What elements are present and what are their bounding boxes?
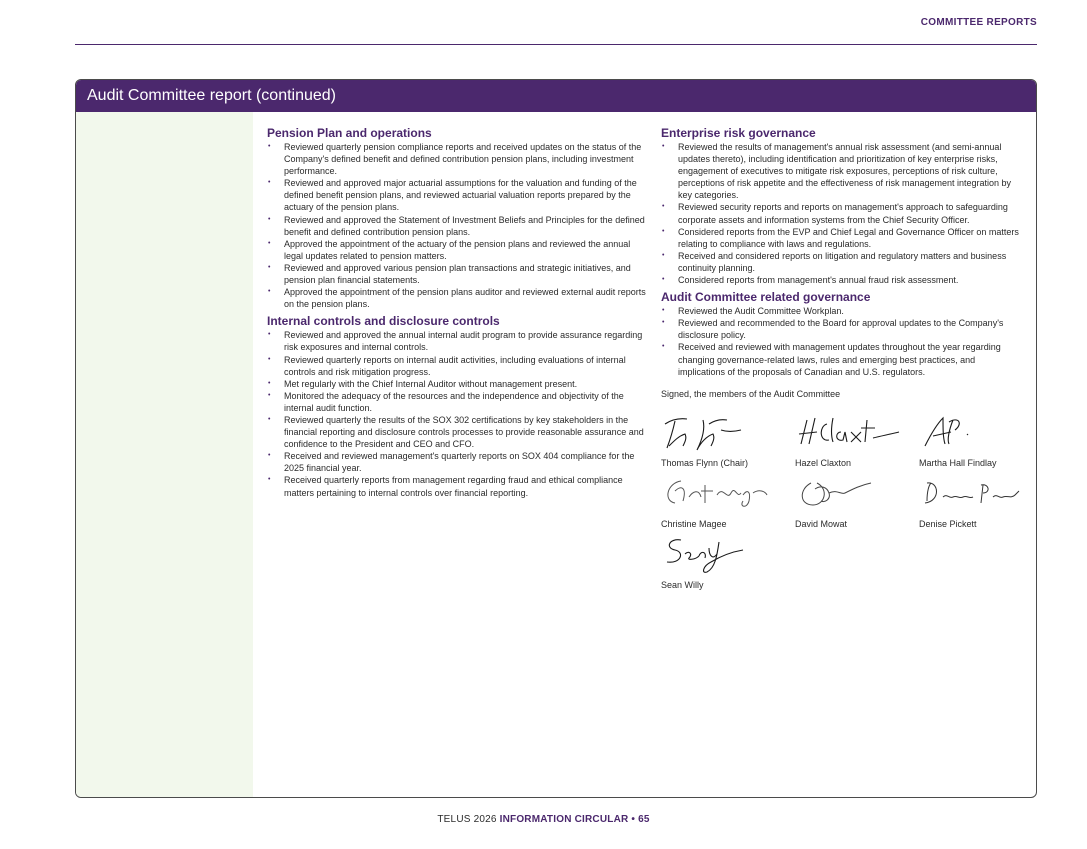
signatory-name: Sean Willy <box>661 579 704 590</box>
signature-grid <box>661 410 1023 593</box>
list-item: • Reviewed and approved various pension plan transactions and strategic initiatives, and pension plan financial statements. <box>267 262 647 286</box>
bullet-list <box>661 305 1023 378</box>
list-item: • Received quarterly reports from management regarding fraud and ethical compliance matters pertaining to internal controls over financial reporting. <box>267 474 647 498</box>
signature-cell <box>661 410 795 471</box>
list-item: • Monitored the adequacy of the resources and the independence and objectivity of the internal audit function. <box>267 390 647 414</box>
signature-cell <box>661 471 795 532</box>
bullet-list <box>267 329 647 498</box>
section-heading: Pension Plan and operations <box>267 126 432 140</box>
list-item: • Reviewed quarterly the results of the SOX 302 certifications by key stakeholders in the financial reporting and disclosure controls processes to provide reasonable assurance and confidence to the President and CEO and CFO. <box>267 414 647 450</box>
signature-cell <box>919 471 1023 532</box>
list-item: • Considered reports from the EVP and Chief Legal and Governance Officer on matters relating to compliance with laws and regulations. <box>661 226 1023 250</box>
list-item: • Reviewed the results of management's annual risk assessment (and semi-annual updates thereto), including identification and prioritization of key enterprise risks, engagement of executives to mitigate risk exposures, perceptions of risk culture, perceptions of risk appetite and the effectiveness of risk management integration by key categories. <box>661 141 1023 201</box>
signature-hazel-claxton <box>795 410 905 454</box>
signatory-name: Denise Pickett <box>919 518 977 529</box>
right-column <box>661 126 1023 593</box>
page-number: 65 <box>638 814 650 825</box>
list-item: • Approved the appointment of the pension plans auditor and reviewed external audit reports on the pension plans. <box>267 286 647 310</box>
header-rule <box>75 44 1037 45</box>
list-item: • Received and considered reports on litigation and regulatory matters and business continuity planning. <box>661 250 1023 274</box>
audit-committee-card <box>75 79 1037 798</box>
list-item: • Approved the appointment of the actuary of the pension plans and reviewed the annual legal updates related to pension matters. <box>267 238 647 262</box>
section-label: COMMITTEE REPORTS <box>920 17 1037 28</box>
card-title: Audit Committee report <box>87 87 252 104</box>
list-item: • Reviewed quarterly pension compliance reports and received updates on the status of the Company's defined benefit and defined contribution pension plans, including investment performance. <box>267 141 647 177</box>
bullet-list <box>267 141 647 310</box>
list-item: • Reviewed the Audit Committee Workplan. <box>661 305 1023 317</box>
signature-martha-hall-findlay <box>919 410 1029 454</box>
signature-cell <box>795 410 919 471</box>
section-heading: Enterprise risk governance <box>661 126 816 140</box>
page-footer <box>0 814 1087 825</box>
list-item: • Reviewed security reports and reports on management's approach to safeguarding corporate assets and information systems from the Chief Security Officer. <box>661 201 1023 225</box>
signatory-name: Martha Hall Findlay <box>919 457 997 468</box>
signature-cell <box>919 410 1023 471</box>
signature-thomas-flynn <box>661 410 771 454</box>
section-heading: Audit Committee related governance <box>661 290 871 305</box>
signatory-name: David Mowat <box>795 518 848 529</box>
signature-david-mowat <box>795 471 905 515</box>
list-item: • Reviewed and approved the Statement of Investment Beliefs and Principles for the defined benefit and defined contribution pension plans. <box>267 214 647 238</box>
signature-sean-willy <box>661 532 771 576</box>
list-item: • Reviewed and recommended to the Board for approval updates to the Company's disclosure policy. <box>661 317 1023 341</box>
list-item: • Received and reviewed management's quarterly reports on SOX 404 compliance for the 2025 financial year. <box>267 450 647 474</box>
left-column <box>267 126 647 503</box>
card-header <box>76 80 1036 112</box>
signature-cell <box>795 471 919 532</box>
signature-denise-pickett <box>919 471 1029 515</box>
list-item: • Reviewed and approved the annual internal audit program to provide assurance regarding risk exposures and internal controls. <box>267 329 647 353</box>
section-heading: Internal controls and disclosure controls <box>267 314 500 329</box>
list-item: • Met regularly with the Chief Internal Auditor without management present. <box>267 378 647 390</box>
signatory-name: Thomas Flynn (Chair) <box>661 457 749 468</box>
card-subtitle: (continued) <box>251 87 337 104</box>
bullet-list <box>661 141 1023 286</box>
list-item: • Reviewed quarterly reports on internal audit activities, including evaluations of internal controls and risk mitigation progress. <box>267 354 647 378</box>
signature-cell <box>661 532 795 593</box>
sidebar-panel <box>76 112 253 797</box>
footer-separator: • <box>628 814 639 825</box>
list-item: • Considered reports from management's annual fraud risk assessment. <box>661 274 1023 286</box>
footer-brand: TELUS 2026 <box>437 814 500 825</box>
signatory-name: Hazel Claxton <box>795 457 852 468</box>
signed-statement: Signed, the members of the Audit Committee <box>661 388 841 399</box>
list-item: • Reviewed and approved major actuarial assumptions for the valuation and funding of the defined benefit pension plans, and reviewed actuarial valuation reports prepared by the actuary of the pension plans. <box>267 177 647 213</box>
signatory-name: Christine Magee <box>661 518 727 529</box>
footer-doc-title: INFORMATION CIRCULAR <box>499 814 629 825</box>
list-item: • Received and reviewed with management updates throughout the year regarding changing governance-related laws, rules and emerging best practices, and implications of the proposals of Canadian and U.S. regulators. <box>661 341 1023 377</box>
signature-christine-magee <box>661 471 771 515</box>
